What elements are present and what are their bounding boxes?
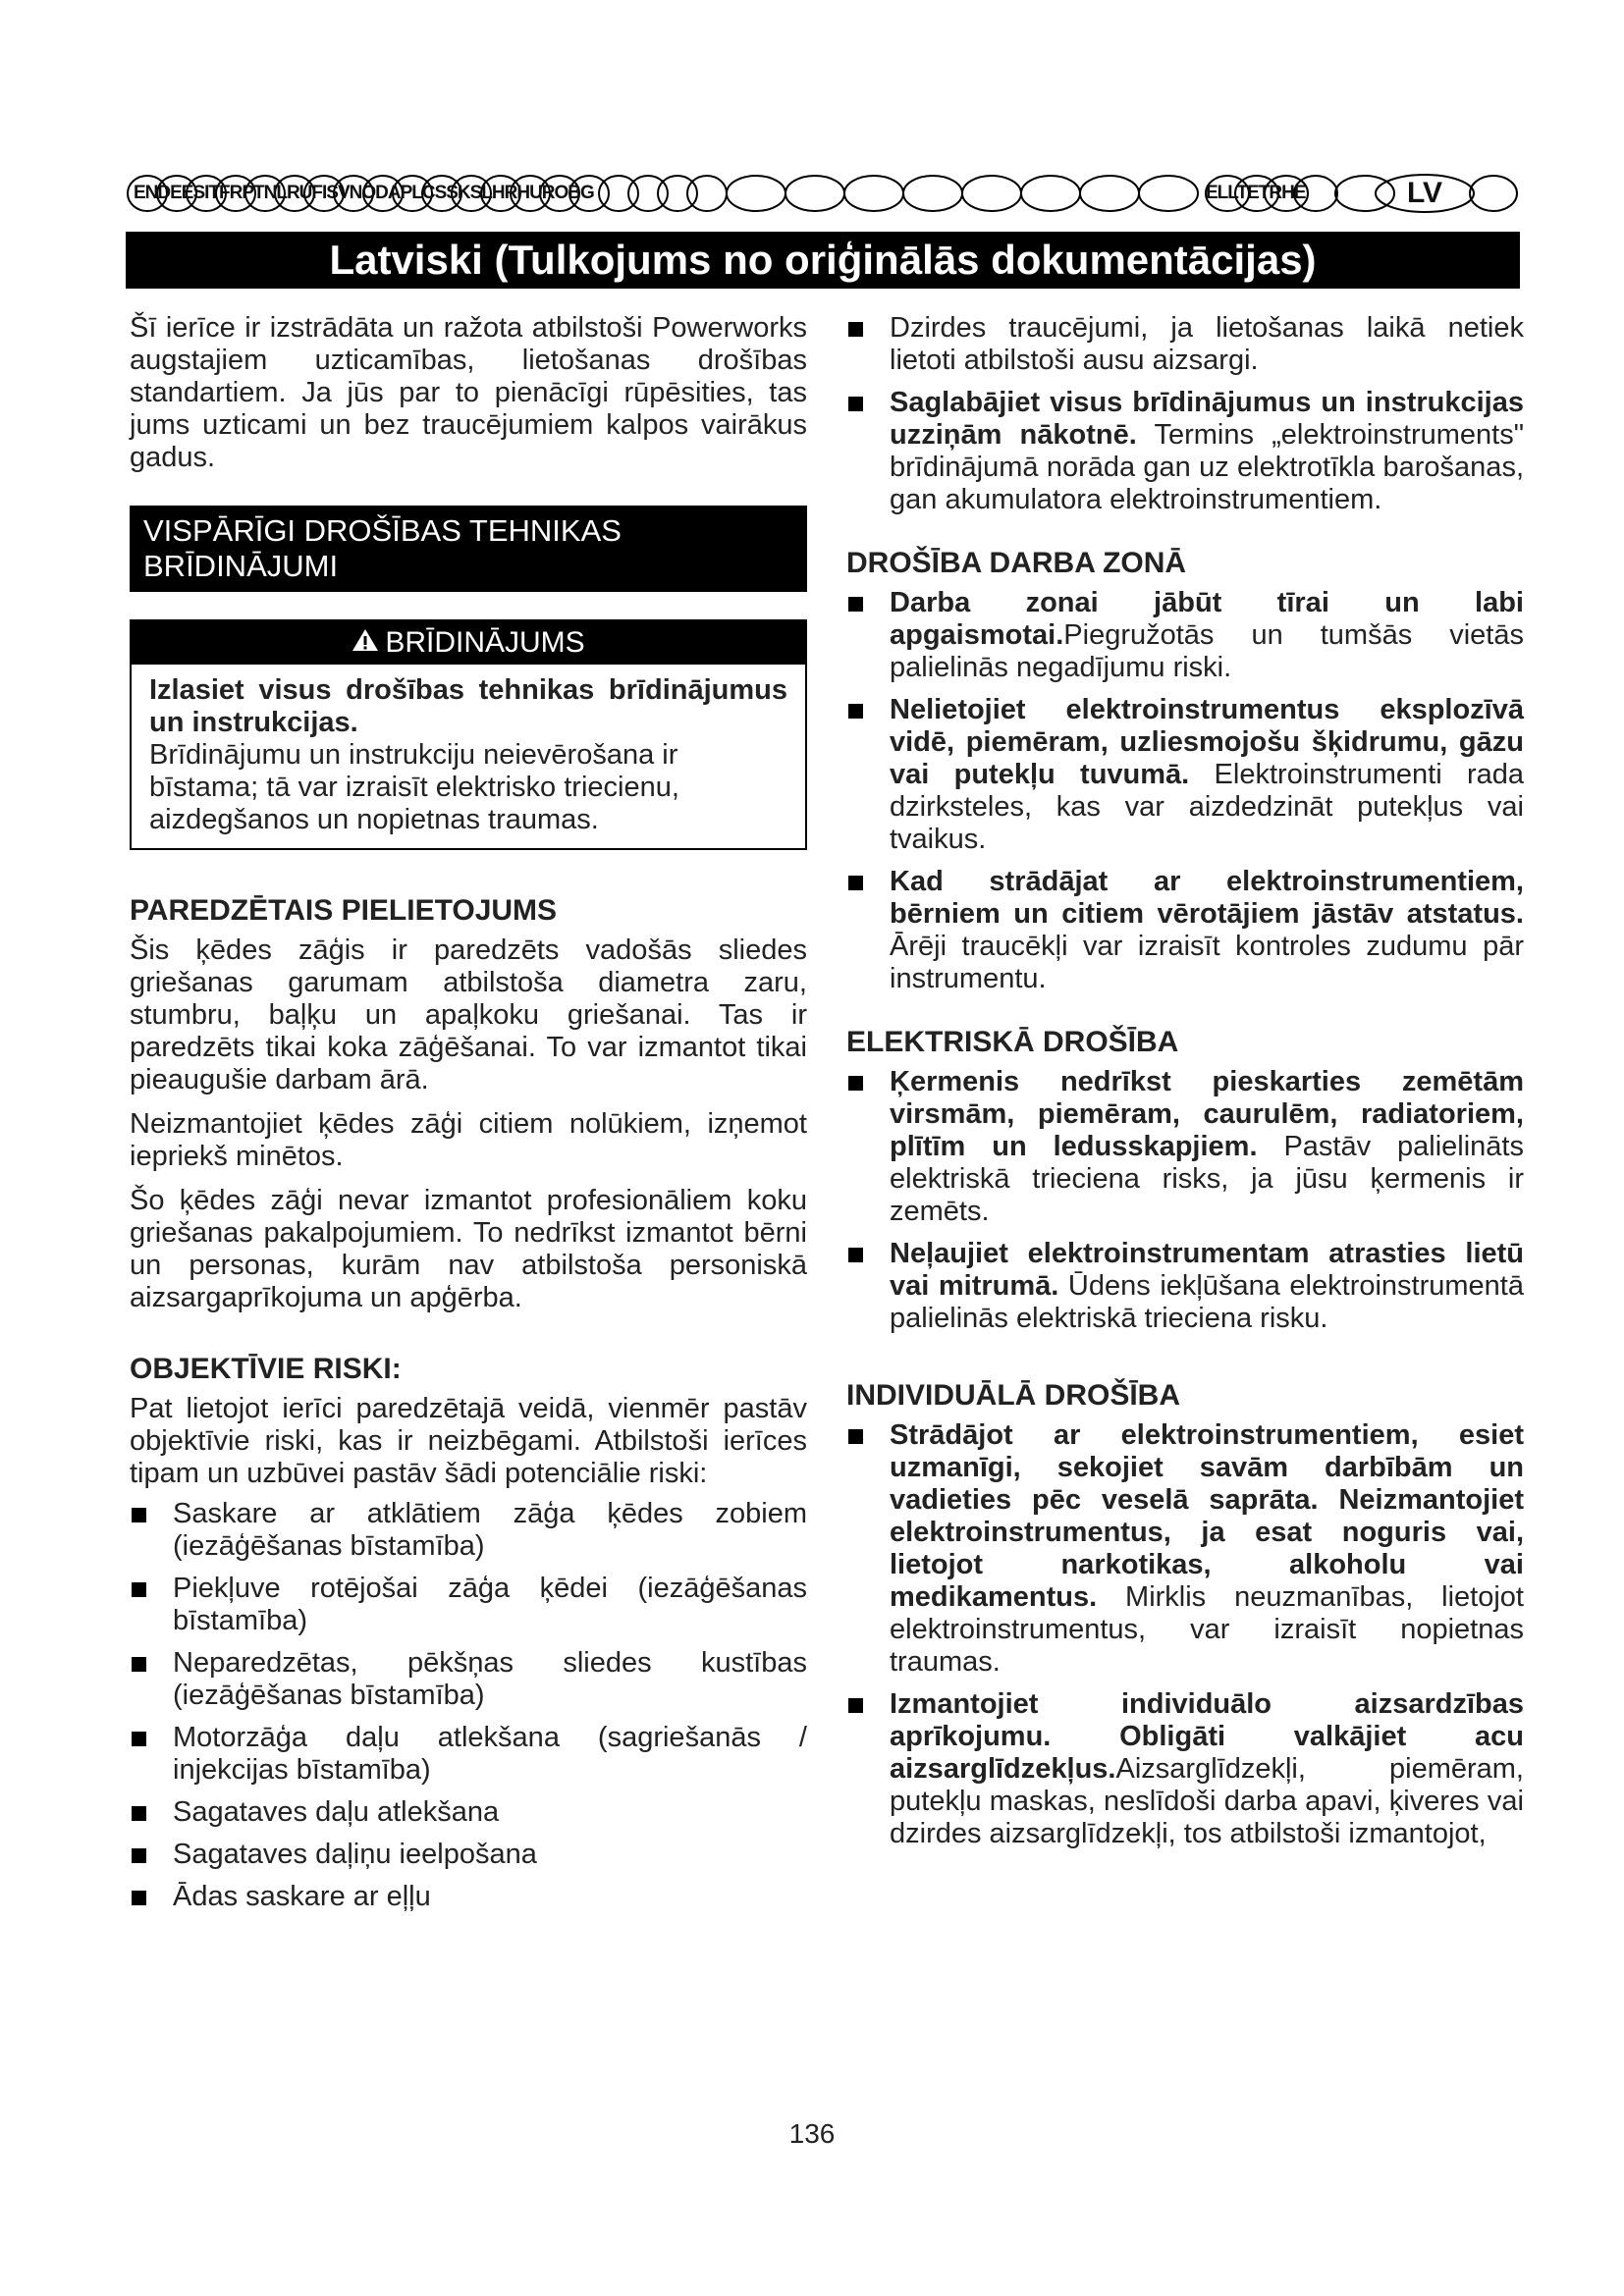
list-item: Saglabājiet visus brīdinājumus un instrukcijas uzziņām nākotnē. Termins „elektroinstruments" brīdinājumā norāda gan uz elektrotīkla barošanas, gan akumulatora elektroinstrumentiem. xyxy=(846,387,1524,516)
page-title-banner: Latviski (Tulkojums no oriģinālās dokumentācijas) xyxy=(126,232,1520,289)
warning-triangle-icon xyxy=(352,622,379,666)
risks-title: OBJEKTĪVIE RISKI: xyxy=(130,1353,402,1385)
square-bullet-icon xyxy=(132,1582,146,1597)
square-bullet-icon xyxy=(848,704,863,719)
warning-box xyxy=(130,619,807,850)
list-item: Kad strādājat ar elektroinstrumentiem, bērniem un citiem vērotājiem jāstāv atstatus. Ārēji traucēkļi var izraisīt kontroles zudumu pār instrumentu. xyxy=(846,866,1524,995)
work-area-title: DROŠĪBA DARBA ZONĀ xyxy=(846,547,1187,579)
list-item: Ādas saskare ar eļļu xyxy=(130,1881,807,1913)
list-item: Dzirdes traucējumi, ja lietošanas laikā netiek lietoti atbilstoši ausu aizsargi. xyxy=(846,312,1524,377)
personal-safety-title: INDIVIDUĀLĀ DROŠĪBA xyxy=(846,1379,1181,1412)
square-bullet-icon xyxy=(848,322,863,337)
square-bullet-icon xyxy=(848,876,863,890)
warning-bold-text: Izlasiet visus drošības tehnikas brīdinājumus un instrukcijas. xyxy=(149,674,787,738)
square-bullet-icon xyxy=(848,1248,863,1262)
warning-header xyxy=(132,621,805,665)
right-column xyxy=(846,312,1524,1860)
list-item: Sagataves daļiņu ieelpošana xyxy=(130,1839,807,1871)
general-safety-heading-line1: VISPĀRĪGI DROŠĪBAS TEHNIKAS xyxy=(143,513,622,548)
list-item: Neparedzētas, pēkšņas sliedes kustības (iezāģēšanas bīstamība) xyxy=(130,1647,807,1712)
language-codes-a: ENDEESITFRPTNLRUFISVNODAPLCSSKSLHRHUROBG xyxy=(134,183,594,203)
intended-use-p1: Šis ķēdes zāģis ir paredzēts vadošās sliedes griešanas garumam atbilstoša diametra zaru, stumbru, baļķu un apaļkoku griešanai. Tas ir paredzēts tikai koka zāģēšanai. To var izmantot tikai pieaugušie darbam ārā. xyxy=(130,934,807,1095)
risks-intro: Pat lietojot ierīci paredzētajā veidā, vienmēr pastāv objektīvie riski, kas ir neizbēgami. Atbilstoši ierīces tipam un uzbūvei pastāv šādi potenciālie riski: xyxy=(130,1393,807,1489)
square-bullet-icon xyxy=(132,1732,146,1746)
list-item: Motorzāģa daļu atlekšana (sagriešanās / injekcijas bīstamība) xyxy=(130,1722,807,1787)
electrical-safety-title: ELEKTRISKĀ DROŠĪBA xyxy=(846,1026,1179,1058)
list-item: Piekļuve rotējošai zāģa ķēdei (iezāģēšanas bīstamība) xyxy=(130,1573,807,1637)
square-bullet-icon xyxy=(848,397,863,411)
list-item: Neļaujiet elektroinstrumentam atrasties lietū vai mitrumā. Ūdens iekļūšana elektroinstrumentā palielinās elektriskā trieciena risku. xyxy=(846,1238,1524,1335)
list-item: Nelietojiet elektroinstrumentus eksplozīvā vidē, piemēram, uzliesmojošu šķidrumu, gāzu vai putekļu tuvumā. Elektroinstrumenti rada dzirksteles, kas var aizdedzināt putekļus vai tvaikus. xyxy=(846,694,1524,856)
active-language-badge: LV xyxy=(1406,177,1443,209)
intended-use-p2: Neizmantojiet ķēdes zāģi citiem nolūkiem, izņemot iepriekš minētos. xyxy=(130,1108,807,1172)
language-strip xyxy=(126,173,1520,214)
language-codes-b: ELLTETRHE xyxy=(1206,183,1306,203)
list-item: Strādājot ar elektroinstrumentiem, esiet uzmanīgi, sekojiet savām darbībām un vadieties pēc veselā saprāta. Neizmantojiet elektroinstrumentus, ja esat noguris vai, lietojot narkotikas, alkoholu vai medikamentus. Mirklis neuzmanības, lietojot elektroinstrumentus, var izraisīt nopietnas traumas. xyxy=(846,1419,1524,1679)
risks-list xyxy=(130,1498,807,1913)
square-bullet-icon xyxy=(132,1806,146,1821)
list-item: Saskare ar atklātiem zāģa ķēdes zobiem (iezāģēšanas bīstamība) xyxy=(130,1498,807,1563)
intro-paragraph: Šī ierīce ir izstrādāta un ražota atbilstoši Powerworks augstajiem uzticamības, lietošanas drošības standartiem. Ja jūs par to pienācīgi rūpēsities, tas jums uzticami un bez traucējumiem kalpos vairākus gadus. xyxy=(130,312,807,473)
general-safety-heading-line2: BRĪDINĀJUMI xyxy=(143,549,339,583)
square-bullet-icon xyxy=(132,1891,146,1905)
electrical-safety-list xyxy=(846,1066,1524,1335)
page-number: 136 xyxy=(788,2118,836,2149)
square-bullet-icon xyxy=(848,597,863,612)
work-area-list xyxy=(846,587,1524,995)
square-bullet-icon xyxy=(848,1698,863,1713)
general-safety-heading xyxy=(130,506,807,592)
personal-safety-list xyxy=(846,1419,1524,1850)
list-item: Darba zonai jābūt tīrai un labi apgaismotai.Piegružotās un tumšās vietās palielinās negadījumu riski. xyxy=(846,587,1524,684)
warning-header-text: BRĪDINĀJUMS xyxy=(385,626,585,659)
left-column xyxy=(130,312,807,1923)
square-bullet-icon xyxy=(848,1076,863,1091)
warning-body xyxy=(132,665,805,848)
warning-text: Brīdinājumu un instrukciju neievērošana ir bīstama; tā var izraisīt elektrisko triecienu, aizdegšanos un nopietnas traumas. xyxy=(149,739,679,835)
square-bullet-icon xyxy=(132,1657,146,1672)
intended-use-title: PAREDZĒTAIS PIELIETOJUMS xyxy=(130,894,558,927)
list-item: Ķermenis nedrīkst pieskarties zemētām virsmām, piemēram, caurulēm, radiatoriem, plītīm un ledusskapjiem. Pastāv palielināts elektriskā trieciena risks, ja jūsu ķermenis ir zemēts. xyxy=(846,1066,1524,1228)
square-bullet-icon xyxy=(848,1429,863,1444)
list-item: Sagataves daļu atlekšana xyxy=(130,1796,807,1829)
square-bullet-icon xyxy=(132,1848,146,1863)
intended-use-p3: Šo ķēdes zāģi nevar izmantot profesionāliem koku griešanas pakalpojumiem. To nedrīkst izmantot bērni un personas, kurām nav atbilstoša personiskā aizsargaprīkojuma un apģērba. xyxy=(130,1185,807,1313)
top-items-list xyxy=(846,312,1524,516)
square-bullet-icon xyxy=(132,1508,146,1522)
list-item: Izmantojiet individuālo aizsardzības aprīkojumu. Obligāti valkājiet acu aizsarglīdzekļus.Aizsarglīdzekļi, piemēram, putekļu maskas, neslīdoši darba apavi, ķiveres vai dzirdes aizsarglīdzekļi, tos atbilstoši izmantojot, xyxy=(846,1688,1524,1850)
